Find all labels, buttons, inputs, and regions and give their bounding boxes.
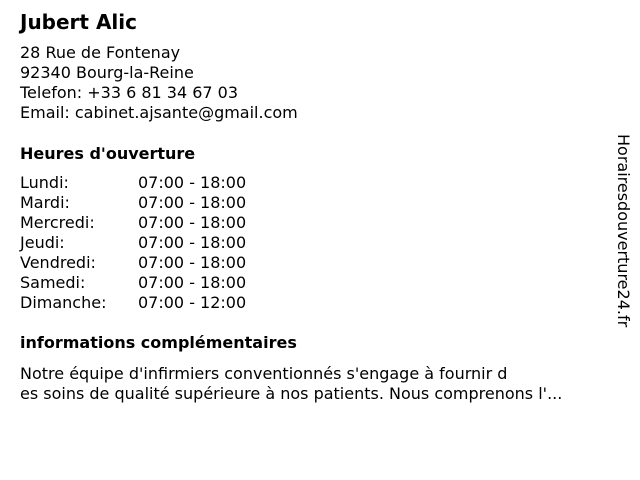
hours-row — [20, 273, 246, 293]
day-label: Mercredi: — [20, 213, 95, 232]
opening-hours-title: Heures d'ouverture — [20, 144, 196, 163]
contact-block — [20, 43, 298, 123]
additional-info-text — [20, 364, 615, 404]
phone-line: Telefon: +33 6 81 34 67 03 — [20, 83, 239, 102]
day-label: Lundi: — [20, 173, 69, 192]
hours-row — [20, 173, 246, 193]
email-line: Email: cabinet.ajsante@gmail.com — [20, 103, 298, 122]
address-street: 28 Rue de Fontenay — [20, 43, 181, 62]
address-city: 92340 Bourg-la-Reine — [20, 63, 194, 82]
day-label: Dimanche: — [20, 293, 107, 312]
day-label: Vendredi: — [20, 253, 96, 272]
watermark-text: Horairesdouverture24.fr — [614, 134, 633, 328]
day-label: Samedi: — [20, 273, 86, 292]
time-range: 07:00 - 18:00 — [138, 233, 247, 252]
hours-row — [20, 293, 246, 313]
hours-row — [20, 213, 246, 233]
hours-row — [20, 193, 246, 213]
time-range: 07:00 - 18:00 — [138, 273, 247, 292]
time-range: 07:00 - 18:00 — [138, 213, 247, 232]
opening-hours-list — [20, 173, 246, 313]
info-line-1: Notre équipe d'infirmiers conventionnés s'engage à fournir d — [20, 364, 508, 383]
hours-row — [20, 233, 246, 253]
time-range: 07:00 - 12:00 — [138, 293, 247, 312]
info-line-2: es soins de qualité supérieure à nos patients. Nous comprenons l'... — [20, 384, 563, 403]
hours-row — [20, 253, 246, 273]
day-label: Jeudi: — [20, 233, 65, 252]
additional-info-title: informations complémentaires — [20, 333, 297, 352]
time-range: 07:00 - 18:00 — [138, 193, 247, 212]
time-range: 07:00 - 18:00 — [138, 253, 247, 272]
site-watermark — [612, 134, 634, 346]
day-label: Mardi: — [20, 193, 70, 212]
business-name: Jubert Alic — [20, 10, 137, 34]
time-range: 07:00 - 18:00 — [138, 173, 247, 192]
